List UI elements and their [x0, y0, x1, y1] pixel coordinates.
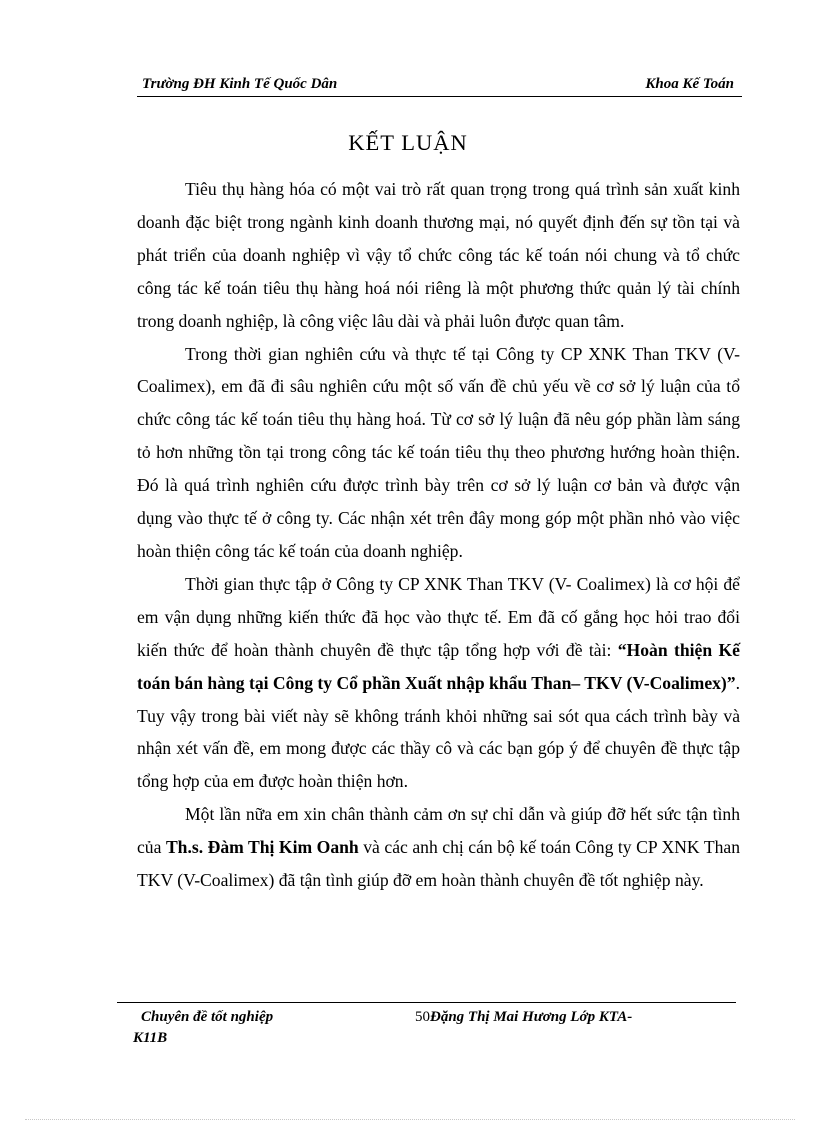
footer-class-code: K11B	[133, 1030, 168, 1046]
paragraph-3-text: Thời gian thực tập ở Công ty CP XNK Than TKV (V- Coalimex) là cơ hội để em vận dụng những kiến thức đã học vào thực tế. Em đã cố gắng học hỏi trao đổi kiến thức để hoàn thành chuyên đề thực tập tổng hợp với đề tài:	[137, 573, 740, 660]
conclusion-body	[137, 173, 740, 897]
footer-divider	[117, 1002, 736, 1003]
page-bottom-border	[25, 1119, 795, 1120]
footer-author-line	[415, 1007, 632, 1028]
page-title: KẾT LUẬN	[348, 130, 468, 155]
page-number: 50	[415, 1009, 430, 1025]
header-faculty: Khoa Kế Toán	[645, 76, 734, 92]
thesis-topic: “Hoàn thiện Kế toán bán hàng tại Công ty Cổ phần Xuất nhập khẩu Than– TKV (V-Coalimex)”	[137, 639, 740, 693]
header-university: Trường ĐH Kinh Tế Quốc Dân	[142, 76, 338, 92]
paragraph-1: Tiêu thụ hàng hóa có một vai trò rất quan trọng trong quá trình sản xuất kinh doanh đặc biệt trong ngành kinh doanh thương mại, nó quyết định đến sự tồn tại và phát triển của doanh nghiệp vì vậy tổ chức công tác kế toán nói chung và tổ chức công tác kế toán tiêu thụ hàng hoá nói riêng là một phương thức quản lý tài chính trong doanh nghiệp, là công việc lâu dài và phải luôn được quan tâm.	[137, 179, 740, 331]
paragraph-2: Trong thời gian nghiên cứu và thực tế tại Công ty CP XNK Than TKV (V- Coalimex), em đã đi sâu nghiên cứu một số vấn đề chủ yếu về cơ sở lý luận của tổ chức công tác kế toán tiêu thụ hàng hoá. Từ cơ sở lý luận đã nêu góp phần làm sáng tỏ hơn những tồn tại trong công tác kế toán tiêu thụ theo phương hướng hoàn thiện. Đó là quá trình nghiên cứu được trình bày trên cơ sở lý luận cơ bản và được vận dụng vào thực tế ở công ty. Các nhận xét trên đây mong góp một phần nhỏ vào việc hoàn thiện công tác kế toán của doanh nghiệp.	[137, 343, 740, 561]
paragraph-4	[137, 798, 740, 897]
supervisor-name: Th.s. Đàm Thị Kim Oanh	[165, 837, 359, 858]
paragraph-3	[137, 568, 740, 798]
paragraph-3-text-end: . Tuy vậy trong bài viết này sẽ không tránh khỏi những sai sót qua cách trình bày và nhận xét vấn đề, em mong được các thầy cô và các bạn góp ý để chuyên đề thực tập tổng hợp của em được hoàn thiện hơn.	[137, 672, 740, 792]
footer-document-type: Chuyên đề tốt nghiệp	[141, 1009, 274, 1025]
footer-author: Đặng Thị Mai Hương Lớp KTA-	[430, 1009, 633, 1025]
paragraph-4-text: Một lần nữa em xin chân thành cảm ơn sự chỉ dẫn và giúp đỡ hết sức tận tình của	[137, 804, 740, 858]
page-header	[137, 74, 742, 97]
paragraph-4-text-end: và các anh chị cán bộ kế toán Công ty CP XNK Than TKV (V-Coalimex) đã tận tình giúp đỡ em hoàn thành chuyên đề tốt nghiệp này.	[137, 837, 740, 891]
